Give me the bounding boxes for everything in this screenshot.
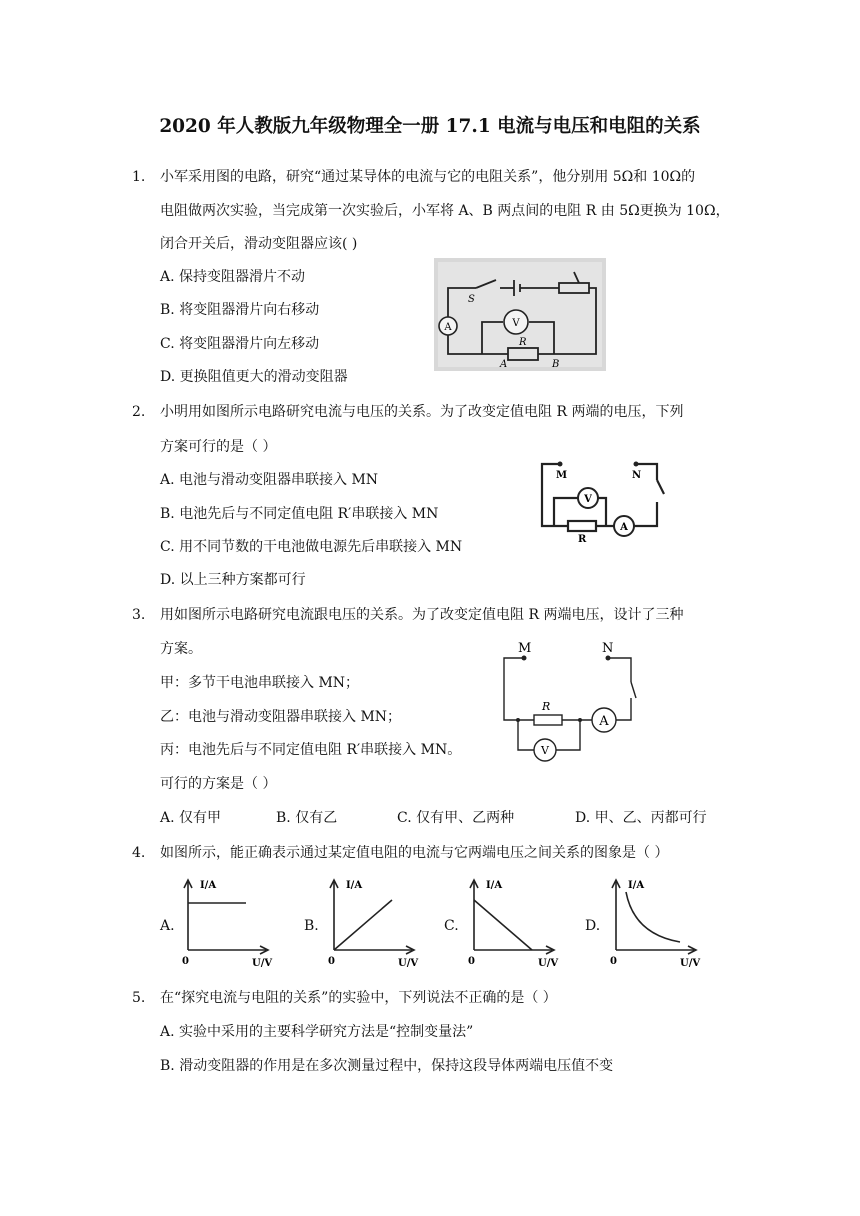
q3-option-d: D. 甲、乙、丙都可行 <box>575 810 707 826</box>
q4-option-b-label: B. <box>304 918 319 934</box>
q1-stem-line-2: 电阻做两次实验，当完成第一次实验后，小军将 A、B 两点间的电阻 R 由 5Ω更换为 10Ω， <box>160 203 730 219</box>
q5-stem: 在“探究电流与电阻的关系”的实验中，下列说法不正确的是（ ） <box>160 990 557 1006</box>
q4-b-origin: 0 <box>328 956 335 967</box>
q3-option-a: A. 仅有甲 <box>160 810 222 826</box>
q1-stem-line-1: 小军采用图的电路，研究“通过某导体的电流与它的电阻关系”，他分别用 5Ω和 10Ω的 <box>160 169 696 185</box>
q2-n-label: N <box>632 470 642 481</box>
q4-b-ylabel: I/A <box>346 880 363 891</box>
q1-resistor-label: R <box>519 337 527 348</box>
q4-graph-b <box>322 872 422 970</box>
q3-voltmeter-label: V <box>541 744 549 757</box>
q4-option-a-label: A. <box>160 918 175 934</box>
q2-ammeter-label: A <box>620 522 628 533</box>
q1-option-a: A. 保持变阻器滑片不动 <box>160 269 306 285</box>
q1-point-a-label: A <box>500 359 508 370</box>
q4-d-origin: 0 <box>610 956 617 967</box>
q3-scheme-yi: 乙：电池与滑动变阻器串联接入 MN； <box>160 709 402 725</box>
q1-option-d: D. 更换阻值更大的滑动变阻器 <box>160 369 348 385</box>
q3-n-label: N <box>602 641 614 656</box>
q4-d-ylabel: I/A <box>628 880 645 891</box>
q1-switch-label: S <box>468 294 475 305</box>
q4-c-xlabel: U/V <box>538 958 559 969</box>
q3-scheme-jia: 甲：多节干电池串联接入 MN； <box>160 675 360 691</box>
q4-number: 4. <box>132 845 146 861</box>
q1-ammeter-label: A <box>444 322 452 333</box>
q1-point-b-label: B <box>552 359 560 370</box>
q4-a-origin: 0 <box>182 956 189 967</box>
q4-stem: 如图所示，能正确表示通过某定值电阻的电流与它两端电压之间关系的图象是（ ） <box>160 845 669 861</box>
q4-d-curve <box>626 892 680 942</box>
q3-stem-line-2: 方案。 <box>160 641 202 657</box>
q4-a-xlabel: U/V <box>252 958 273 969</box>
q1-circuit-diagram <box>434 258 606 371</box>
q3-junction-right <box>578 718 582 722</box>
document-title: 2020 年人教版九年级物理全一册 17.1 电流与电压和电阻的关系 <box>159 116 701 137</box>
q3-terminal-m <box>522 656 527 661</box>
q4-c-origin: 0 <box>468 956 475 967</box>
q2-resistor-label: R <box>578 534 587 543</box>
q4-c-ylabel: I/A <box>486 880 503 891</box>
q2-option-d: D. 以上三种方案都可行 <box>160 572 306 588</box>
q2-option-b: B. 电池先后与不同定值电阻 R′串联接入 MN <box>160 506 439 522</box>
q3-number: 3. <box>132 607 146 623</box>
q1-option-b: B. 将变阻器滑片向右移动 <box>160 302 320 318</box>
q5-number: 5. <box>132 990 146 1006</box>
q5-option-b: B. 滑动变阻器的作用是在多次测量过程中，保持这段导体两端电压值不变 <box>160 1058 614 1074</box>
q4-b-xlabel: U/V <box>398 958 419 969</box>
q2-number: 2. <box>132 404 146 420</box>
q4-graph-a <box>176 872 276 970</box>
q3-circuit-diagram <box>490 638 640 768</box>
q2-terminal-n <box>634 462 639 467</box>
q4-a-ylabel: I/A <box>200 880 217 891</box>
q4-c-curve <box>474 900 532 950</box>
q2-option-c: C. 用不同节数的干电池做电源先后串联接入 MN <box>160 539 463 555</box>
q3-option-b: B. 仅有乙 <box>276 810 338 826</box>
q3-stem-line-1: 用如图所示电路研究电流跟电压的关系。为了改变定值电阻 R 两端电压，设计了三种 <box>160 607 684 623</box>
q1-stem-line-3: 闭合开关后，滑动变阻器应该( ) <box>160 236 358 252</box>
q1-number: 1. <box>132 169 146 185</box>
q2-m-label: M <box>556 470 568 481</box>
q4-d-xlabel: U/V <box>680 958 701 969</box>
q1-option-c: C. 将变阻器滑片向左移动 <box>160 336 320 352</box>
q2-stem-line-1: 小明用如图所示电路研究电流与电压的关系。为了改变定值电阻 R 两端的电压，下列 <box>160 404 684 420</box>
q3-m-label: M <box>518 641 532 656</box>
q3-question: 可行的方案是（ ） <box>160 776 277 792</box>
q4-graph-d <box>604 872 704 970</box>
q2-option-a: A. 电池与滑动变阻器串联接入 MN <box>160 472 379 488</box>
q5-option-a: A. 实验中采用的主要科学研究方法是“控制变量法” <box>160 1024 474 1040</box>
q2-terminal-m <box>558 462 563 467</box>
q4-option-d-label: D. <box>585 918 601 934</box>
q3-junction-left <box>516 718 520 722</box>
q4-b-curve <box>334 900 392 950</box>
q4-graph-c <box>462 872 562 970</box>
q3-scheme-bing: 丙：电池先后与不同定值电阻 R′串联接入 MN。 <box>160 742 462 758</box>
q3-resistor-label: R <box>542 700 551 713</box>
q4-option-c-label: C. <box>444 918 459 934</box>
q3-terminal-n <box>606 656 611 661</box>
q2-circuit-diagram <box>536 458 666 543</box>
q2-stem-line-2: 方案可行的是（ ） <box>160 439 277 455</box>
q2-voltmeter-label: V <box>584 494 592 505</box>
q3-option-c: C. 仅有甲、乙两种 <box>397 810 515 826</box>
q1-voltmeter-label: V <box>512 318 520 329</box>
q3-ammeter-label: A <box>599 714 609 729</box>
